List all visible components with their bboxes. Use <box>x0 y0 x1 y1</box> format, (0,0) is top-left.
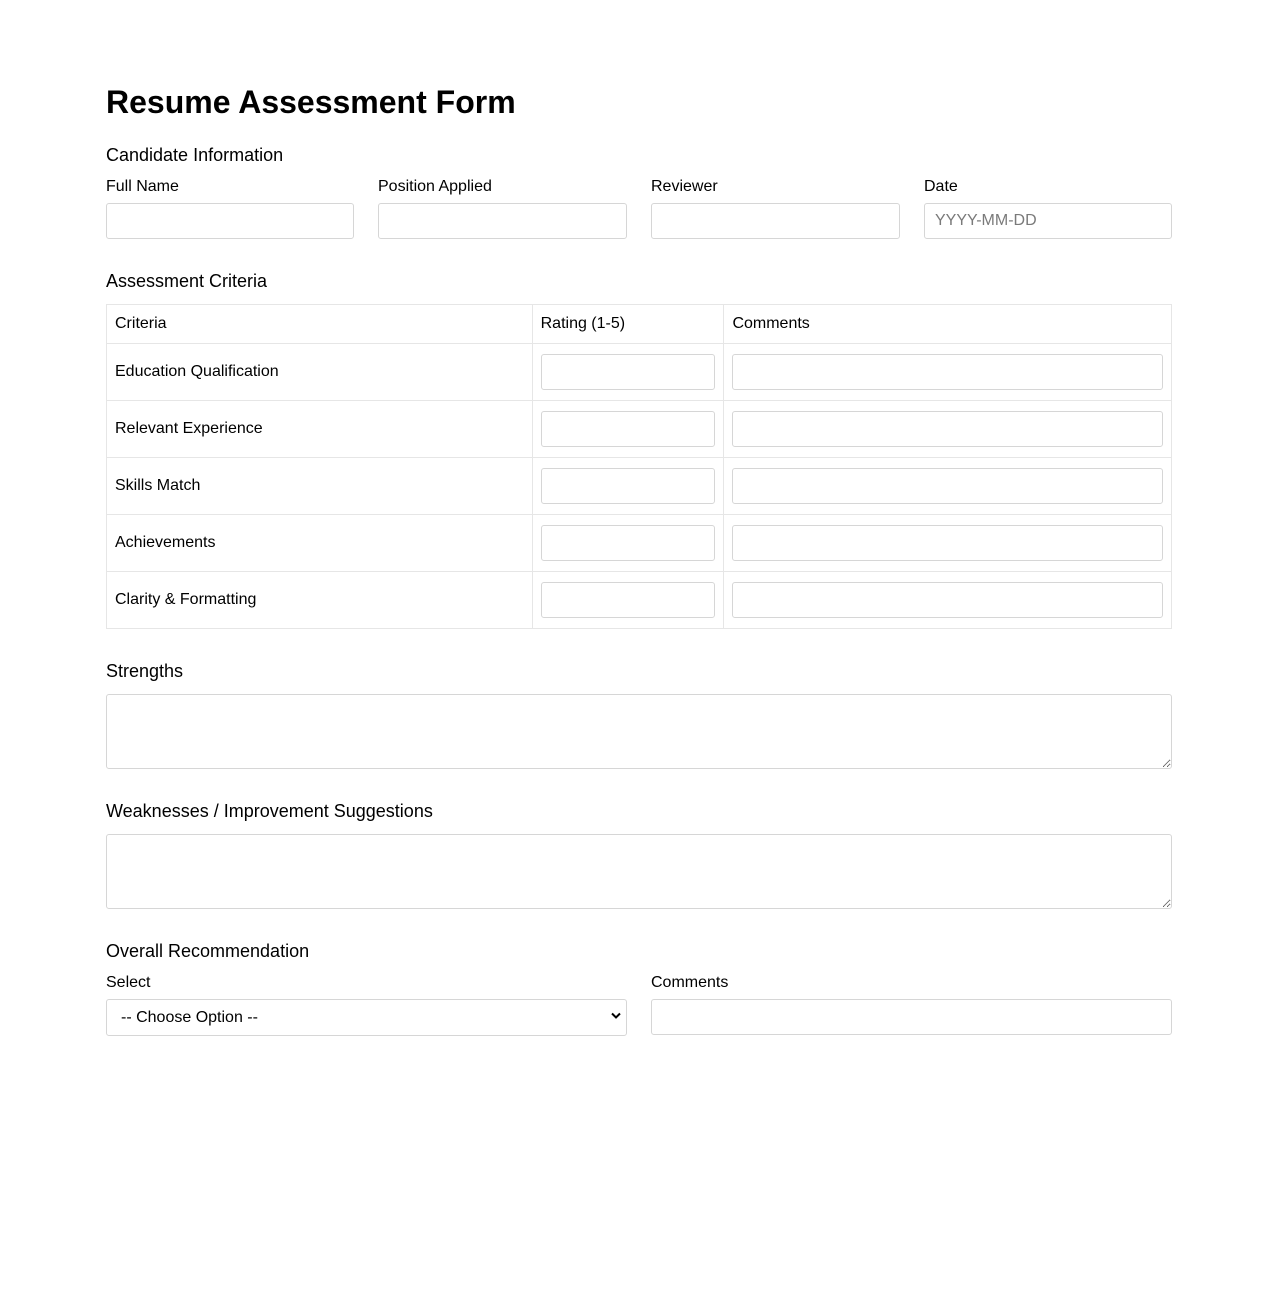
comments-input-achievements[interactable] <box>732 525 1163 561</box>
comments-input-clarity[interactable] <box>732 582 1163 618</box>
select-label: Select <box>106 974 151 991</box>
table-row <box>107 515 1172 572</box>
assessment-criteria-heading: Assessment Criteria <box>106 271 268 291</box>
table-row <box>107 401 1172 458</box>
strengths-textarea[interactable] <box>106 694 1172 769</box>
position-applied-input[interactable] <box>378 203 627 239</box>
table-row <box>107 344 1172 401</box>
weaknesses-heading: Weaknesses / Improvement Suggestions <box>106 801 433 821</box>
table-row <box>107 458 1172 515</box>
rating-column-header: Rating (1-5) <box>532 305 724 344</box>
full-name-input[interactable] <box>106 203 354 239</box>
criteria-column-header: Criteria <box>107 305 533 344</box>
criteria-label: Clarity & Formatting <box>107 572 533 629</box>
comments-column-header: Comments <box>724 305 1172 344</box>
candidate-info-heading: Candidate Information <box>106 145 284 165</box>
page-title: Resume Assessment Form <box>106 84 516 120</box>
rating-input-skills[interactable] <box>541 468 716 504</box>
recommendation-select[interactable] <box>106 999 627 1036</box>
date-label: Date <box>924 178 958 195</box>
full-name-label: Full Name <box>106 178 179 195</box>
criteria-label: Skills Match <box>107 458 533 515</box>
comments-input-education[interactable] <box>732 354 1163 390</box>
comments-input-skills[interactable] <box>732 468 1163 504</box>
strengths-heading: Strengths <box>106 661 184 681</box>
criteria-label: Relevant Experience <box>107 401 533 458</box>
rating-input-achievements[interactable] <box>541 525 716 561</box>
criteria-label: Achievements <box>107 515 533 572</box>
reviewer-label: Reviewer <box>651 178 718 195</box>
rating-input-experience[interactable] <box>541 411 716 447</box>
criteria-label: Education Qualification <box>107 344 533 401</box>
position-applied-label: Position Applied <box>378 178 492 195</box>
date-input[interactable] <box>924 203 1172 239</box>
rating-input-education[interactable] <box>541 354 716 390</box>
overall-recommendation-heading: Overall Recommendation <box>106 941 310 961</box>
recommendation-comments-input[interactable] <box>651 999 1172 1035</box>
comments-input-experience[interactable] <box>732 411 1163 447</box>
weaknesses-textarea[interactable] <box>106 834 1172 909</box>
table-header-row <box>107 305 1172 344</box>
reviewer-input[interactable] <box>651 203 900 239</box>
table-row <box>107 572 1172 629</box>
recommendation-comments-label: Comments <box>651 974 729 991</box>
assessment-table <box>106 304 1172 629</box>
rating-input-clarity[interactable] <box>541 582 716 618</box>
